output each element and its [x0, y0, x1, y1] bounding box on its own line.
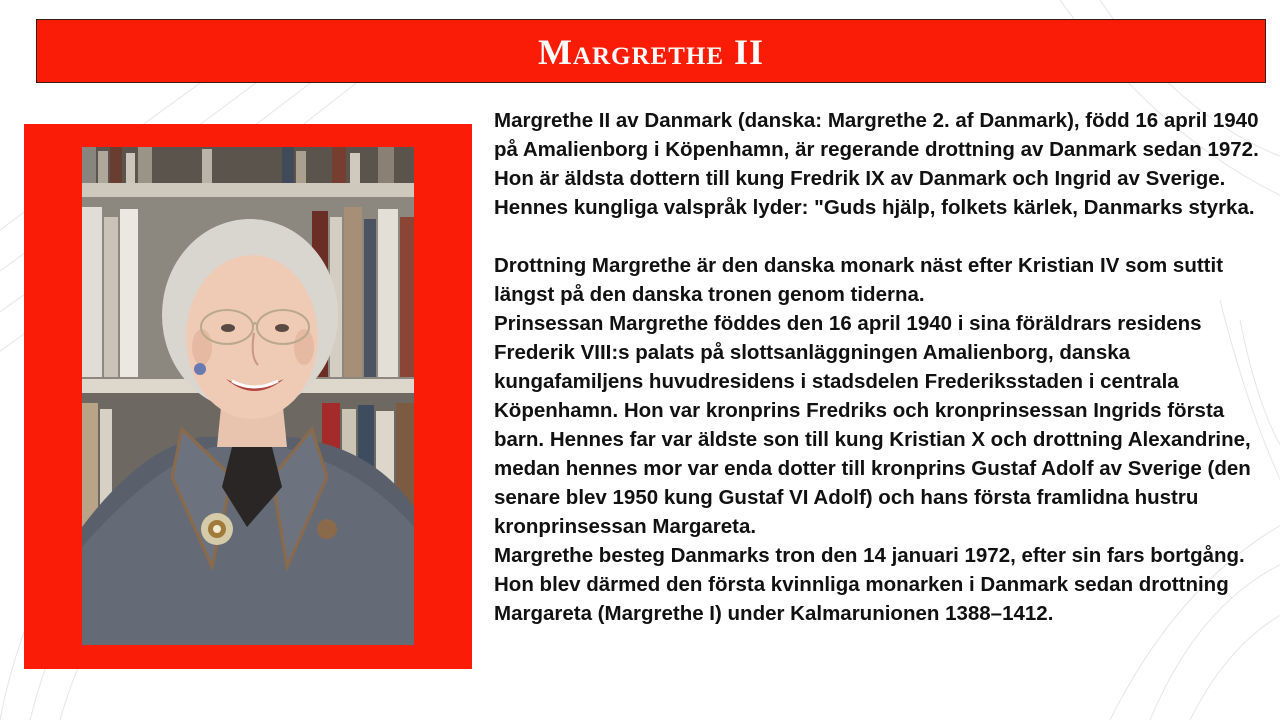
portrait-image: [82, 147, 414, 645]
paragraph-accession: Margrethe besteg Danmarks tron den 14 januari 1972, efter sin fars bortgång. Hon blev därmed den första kvinnliga monarken i Danmark sedan drottning Margareta (Margrethe I) under Kalmarunionen 1388–1412.: [494, 544, 1245, 625]
paragraph-reign-length: Drottning Margrethe är den danska monark näst efter Kristian IV som suttit längst på den danska tronen genom tiderna.: [494, 254, 1224, 306]
portrait-photo: [82, 147, 414, 645]
paragraph-birth: Prinsessan Margrethe föddes den 16 april 1940 i sina föräldrars residens Frederik VIII:s palats på slottsanläggningen Amalienborg, danska kungafamiljens huvudresidens i stadsdelen Frederiksstaden i centrala Köpenhamn. Hon var kronprins Fredriks och kronprinsessan Ingrids första barn. Hennes far var äldste son till kung Kristian X och drottning Alexandrine, medan hennes mor var enda dotter till kronprins Gustaf Adolf av Sverige (den senare blev 1950 kung Gustaf VI Adolf) och hans första framlidna hustru kronprinsessan Margareta.: [494, 312, 1251, 538]
biography-text: [494, 106, 1269, 628]
photo-frame: [24, 124, 472, 669]
slide-title: Margrethe II: [537, 32, 765, 72]
paragraph-intro: Margrethe II av Danmark (danska: Margrethe 2. af Danmark), född 16 april 1940 på Amalienborg i Köpenhamn, är regerande drottning av Danmark sedan 1972. Hon är äldsta dottern till kung Fredrik IX av Danmark och Ingrid av Sverige. Hennes kungliga valspråk lyder: "Guds hjälp, folkets kärlek, Danmarks styrka.: [494, 109, 1259, 219]
title-bar: [36, 19, 1266, 83]
